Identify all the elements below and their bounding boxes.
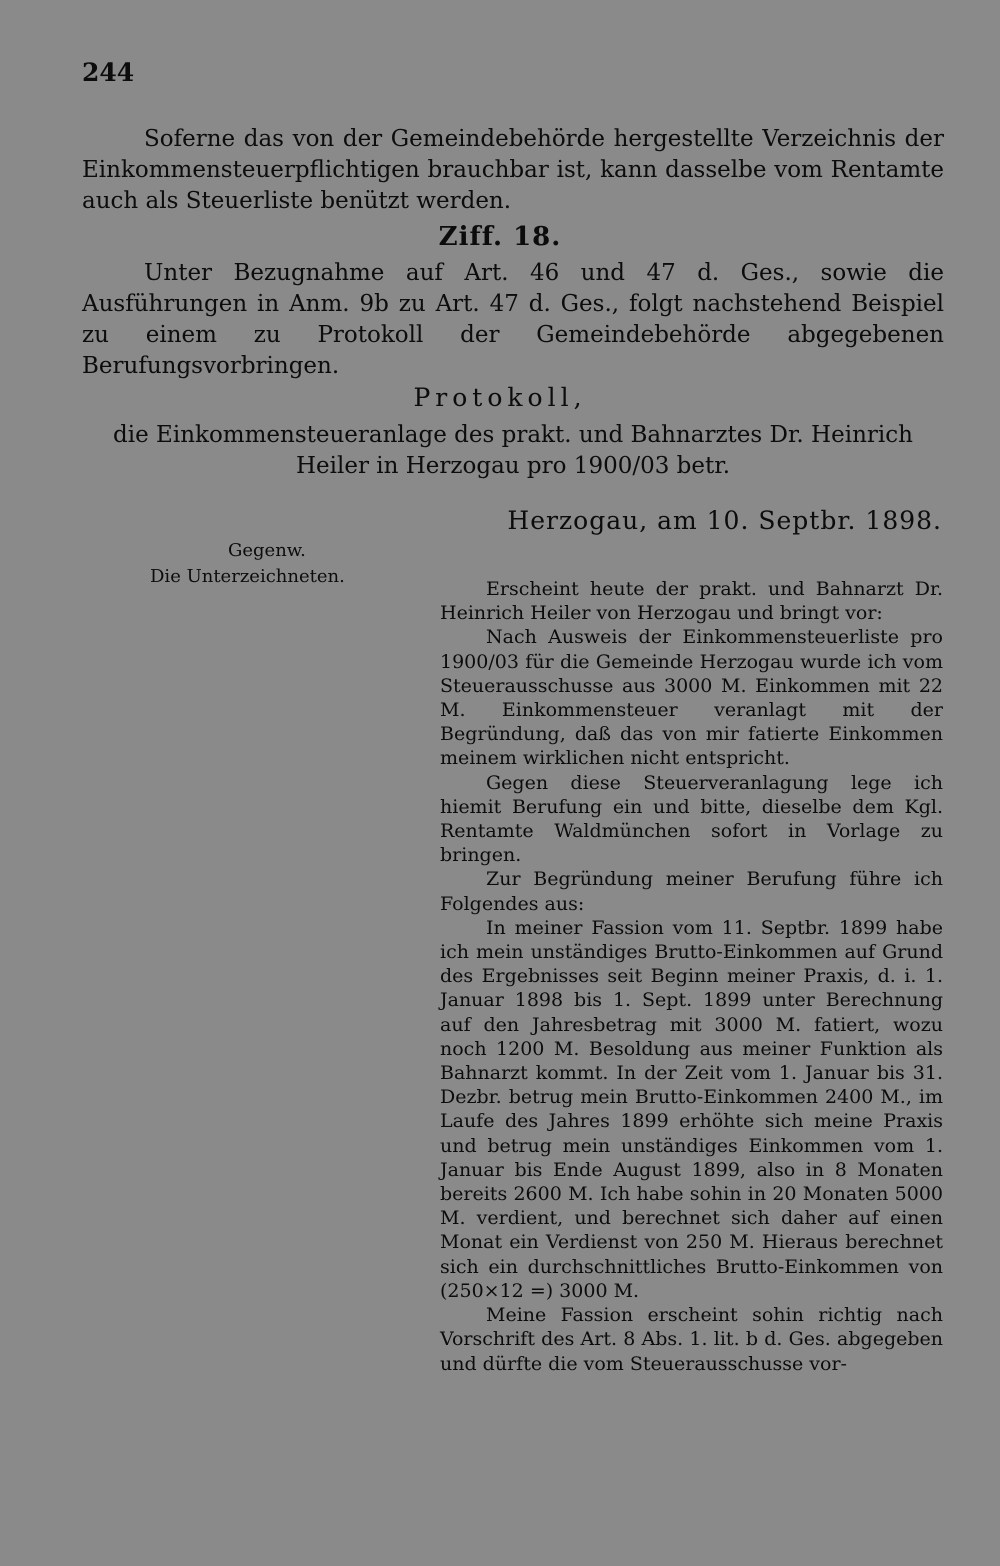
body-paragraph: Nach Ausweis der Einkommensteuerliste pro 1900/03 für die Gemeinde Herzogau wurde ich vom Steuerausschusse aus 3000 M. Einkommen mit 22 M. Einkommensteuer veranlagt mit der Begründung, daß das von mir fatierte Einkommen meinem wirklichen nicht entspricht. xyxy=(440,626,943,770)
body-paragraph: Zur Begründung meiner Berufung führe ich Folgendes aus: xyxy=(440,868,943,915)
body-paragraph: Gegen diese Steuerveranlagung lege ich hiemit Berufung ein und bitte, dieselbe dem Kgl. Rentamte Waldmünchen sofort in Vorlage zu bringen. xyxy=(440,771,943,867)
side-note xyxy=(150,538,380,590)
body-paragraph: In meiner Fassion vom 11. Septbr. 1899 habe ich mein unständiges Brutto-Einkommen auf Grund des Ergebnisses seit Beginn meiner Praxis, d. i. 1. Januar 1898 bis 1. Sept. 1899 unter Berechnung auf den Jahresbetrag mit 3000 M. fatiert, wozu noch 1200 M. Besoldung aus meiner Funktion als Bahnarzt kommt. In der Zeit vom 1. Januar bis 31. Dezbr. betrug mein Brutto-Einkommen 2400 M., im Laufe des Jahres 1899 erhöhte sich meine Praxis und betrug mein unständiges Einkommen vom 1. Januar bis Ende August 1899, also in 8 Monaten bereits 2600 M. Ich habe sohin in 20 Monaten 5000 M. verdient, und berechnet sich daher auf einen Monat ein Verdienst von 250 M. Hieraus berechnet sich ein durchschnittliches Brutto-Einkommen von (250×12 =) 3000 M. xyxy=(440,916,943,1302)
protocol-heading: Protokoll, xyxy=(413,383,587,412)
reference-paragraph: Unter Bezugnahme auf Art. 46 und 47 d. Ges., sowie die Ausführungen in Anm. 9b zu Art. 47 d. Ges., folgt nachstehend Beispiel zu einem zu Protokoll der Gemeindebehörde abgegebenen Berufungsvorbringen. xyxy=(82,260,944,379)
page-number: 244 xyxy=(82,58,135,87)
section-heading: Ziff. 18. xyxy=(438,222,562,252)
protocol-subtitle: die Einkommensteueranlage des prakt. und Bahnarztes Dr. Heinrich Heiler in Herzogau pro 1900/03 betr. xyxy=(113,422,913,479)
body-paragraph: Meine Fassion erscheint sohin richtig nach Vorschrift des Art. 8 Abs. 1. lit. b d. Ges. abgegeben und dürfte die vom Steuerausschusse vor- xyxy=(440,1304,943,1375)
protocol-body xyxy=(440,577,943,1376)
body-paragraph: Erscheint heute der prakt. und Bahnarzt Dr. Heinrich Heiler von Herzogau und bringt vor: xyxy=(440,578,943,625)
side-note-present: Gegenw. xyxy=(228,540,306,561)
date-line: Herzogau, am 10. Septbr. 1898. xyxy=(507,506,942,535)
side-note-signatories: Die Unterzeichneten. xyxy=(150,566,345,587)
intro-paragraph: Soferne das von der Gemeindebehörde hergestellte Verzeichnis der Einkommensteuerpflichtigen brauchbar ist, kann dasselbe vom Rentamte auch als Steuerliste benützt werden. xyxy=(82,126,944,214)
